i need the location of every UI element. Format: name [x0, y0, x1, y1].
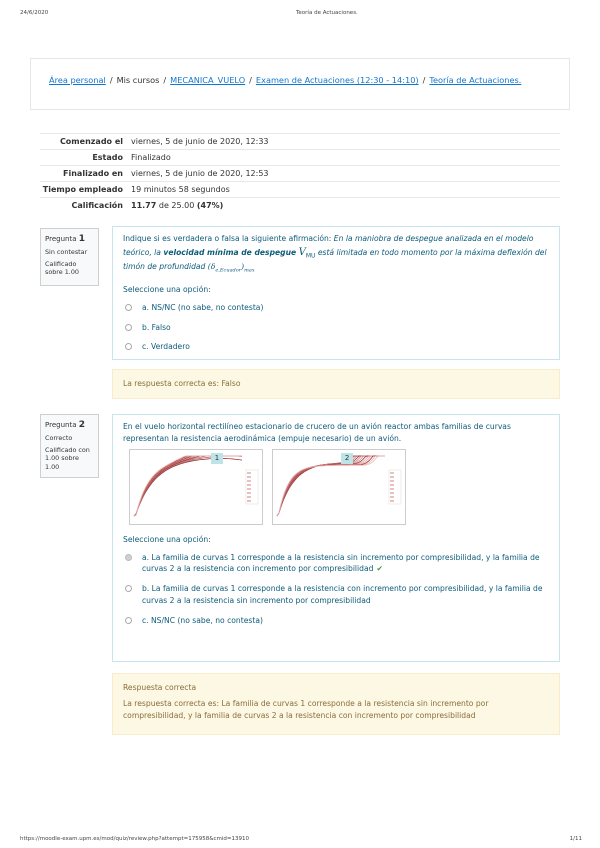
drag-curve-10 — [134, 456, 242, 516]
breadcrumb-box — [30, 58, 570, 110]
q2-number: Pregunta 2 — [45, 420, 85, 430]
q2-radio-a[interactable] — [125, 554, 132, 561]
started-label: Comenzado el — [40, 134, 127, 150]
print-title: Teoría de Actuaciones. — [296, 10, 358, 16]
drag-curve-8 — [134, 456, 242, 516]
legend-box — [246, 470, 258, 504]
q1-radio-a[interactable] — [125, 304, 132, 311]
q2-box — [112, 414, 560, 662]
q2-feedback — [112, 673, 560, 735]
q2-radio-b[interactable] — [125, 585, 132, 592]
grade-value — [127, 198, 560, 214]
q2-option-c[interactable]: c. NS/NC (no sabe, no contesta) — [123, 615, 549, 627]
breadcrumb-course[interactable]: MECANICA_VUELO — [170, 75, 246, 85]
q2-charts — [129, 449, 549, 525]
q2-option-b[interactable]: b. La familia de curvas 1 corresponde a la resistencia con incremento por compresibilidad, y la familia de curvas 2 a la resistencia sin incremento por compresibilidad — [123, 583, 549, 607]
breadcrumb-exam[interactable]: Examen de Actuaciones (12:30 - 14:10) — [255, 75, 419, 85]
q2-info — [40, 414, 99, 478]
q2-prompt: Seleccione una opción: — [123, 534, 211, 544]
correct-check-icon: ✔ — [376, 564, 383, 574]
chart-2-badge: 2 — [341, 453, 353, 464]
q2-status: Correcto — [45, 434, 73, 443]
finished-label: Finalizado en — [40, 166, 127, 182]
started-value: viernes, 5 de junio de 2020, 12:33 — [127, 134, 560, 150]
q2-feedback-text: La respuesta correcta es: La familia de curvas 1 corresponde a la resistencia sin incremento por compresibilidad, y la familia de curvas 2 a la resistencia con incremento por compresibilidad — [123, 699, 489, 721]
q1-option-a[interactable]: a. NS/NC (no sabe, no contesta) — [123, 302, 549, 314]
q2-feedback-title: Respuesta correcta — [123, 683, 197, 692]
drag-curve-11 — [277, 456, 385, 516]
chart-family-1 — [129, 449, 263, 525]
chart-1-badge: 1 — [211, 453, 223, 464]
breadcrumb-quiz[interactable]: Teoría de Actuaciones. — [429, 75, 522, 85]
q1-box — [112, 226, 560, 360]
chart-family-2 — [272, 449, 406, 525]
breadcrumb-area-personal[interactable]: Área personal — [49, 75, 106, 85]
q1-radio-c[interactable] — [125, 343, 132, 350]
time-value: 19 minutos 58 segundos — [127, 182, 560, 198]
drag-curve-9 — [134, 456, 242, 516]
breadcrumb: Área personal / Mis cursos / MECANICA_VUELO / Examen de Actuaciones (12:30 - 14:10) / Teoría de Actuaciones. — [49, 75, 522, 85]
q2-radio-c[interactable] — [125, 617, 132, 624]
drag-curve-3 — [134, 456, 242, 516]
breadcrumb-mis-cursos: Mis cursos — [116, 75, 160, 85]
drag-curve-12 — [134, 456, 242, 516]
q1-prompt: Seleccione una opción: — [123, 284, 211, 294]
q1-score: Calificado sobre 1.00 — [45, 259, 79, 277]
grade-score: 11.77 — [131, 201, 157, 210]
q1-option-b[interactable]: b. Falso — [123, 322, 549, 334]
grade-label: Calificación — [40, 198, 127, 214]
q1-status: Sin contestar — [45, 248, 88, 257]
attempt-summary — [40, 133, 560, 213]
state-label: Estado — [40, 150, 127, 166]
drag-curve-2 — [134, 456, 242, 516]
drag-curve-4 — [134, 456, 242, 516]
state-value: Finalizado — [127, 150, 560, 166]
drag-curve-1 — [134, 458, 242, 516]
print-date: 24/6/2020 — [20, 10, 49, 16]
drag-curve-7 — [134, 456, 242, 516]
q1-option-c[interactable]: c. Verdadero — [123, 341, 549, 353]
q1-number: Pregunta 1 — [45, 234, 85, 244]
drag-curve-5 — [134, 456, 242, 516]
grade-percent: (47%) — [196, 201, 224, 210]
q1-info — [40, 228, 99, 286]
print-url: https://moodle-exam.upm.es/mod/quiz/review.php?attempt=175958&cmid=13910 — [20, 836, 249, 842]
q1-text: Indique si es verdadera o falsa la siguiente afirmación: En la maniobra de despegue analizada en el modelo teórico, la velocidad mínima de despegue $V_{MU}$ está limitada en todo momento por la máxima deflexión del timón de profundidad $(\delta_{e,Ecuador})_{max}$ — [123, 234, 547, 274]
legend-box — [389, 470, 401, 504]
time-label: Tiempo empleado — [40, 182, 127, 198]
finished-value: viernes, 5 de junio de 2020, 12:53 — [127, 166, 560, 182]
q2-option-a[interactable]: a. La familia de curvas 1 corresponde a la resistencia sin incremento por compresibilidad, y la familia de curvas 2 a la resistencia con incremento por compresibilidad ✔ — [123, 552, 549, 576]
grade-max: de 25.00 — [158, 201, 195, 210]
drag-curve-6 — [134, 456, 242, 516]
q2-text: En el vuelo horizontal rectilíneo estacionario de crucero de un avión reactor ambas familias de curvas representan la resistencia aerodinámica (empuje necesario) de un avión. — [123, 422, 511, 443]
q2-score: Calificado con 1.00 sobre 1.00 — [45, 445, 90, 472]
q1-radio-b[interactable] — [125, 324, 132, 331]
drag-curve-11 — [134, 456, 242, 516]
print-page: 1/11 — [569, 836, 582, 842]
chart-1-svg — [130, 450, 262, 524]
chart-2-svg — [273, 450, 405, 524]
q1-feedback: La respuesta correcta es: Falso — [112, 369, 560, 399]
